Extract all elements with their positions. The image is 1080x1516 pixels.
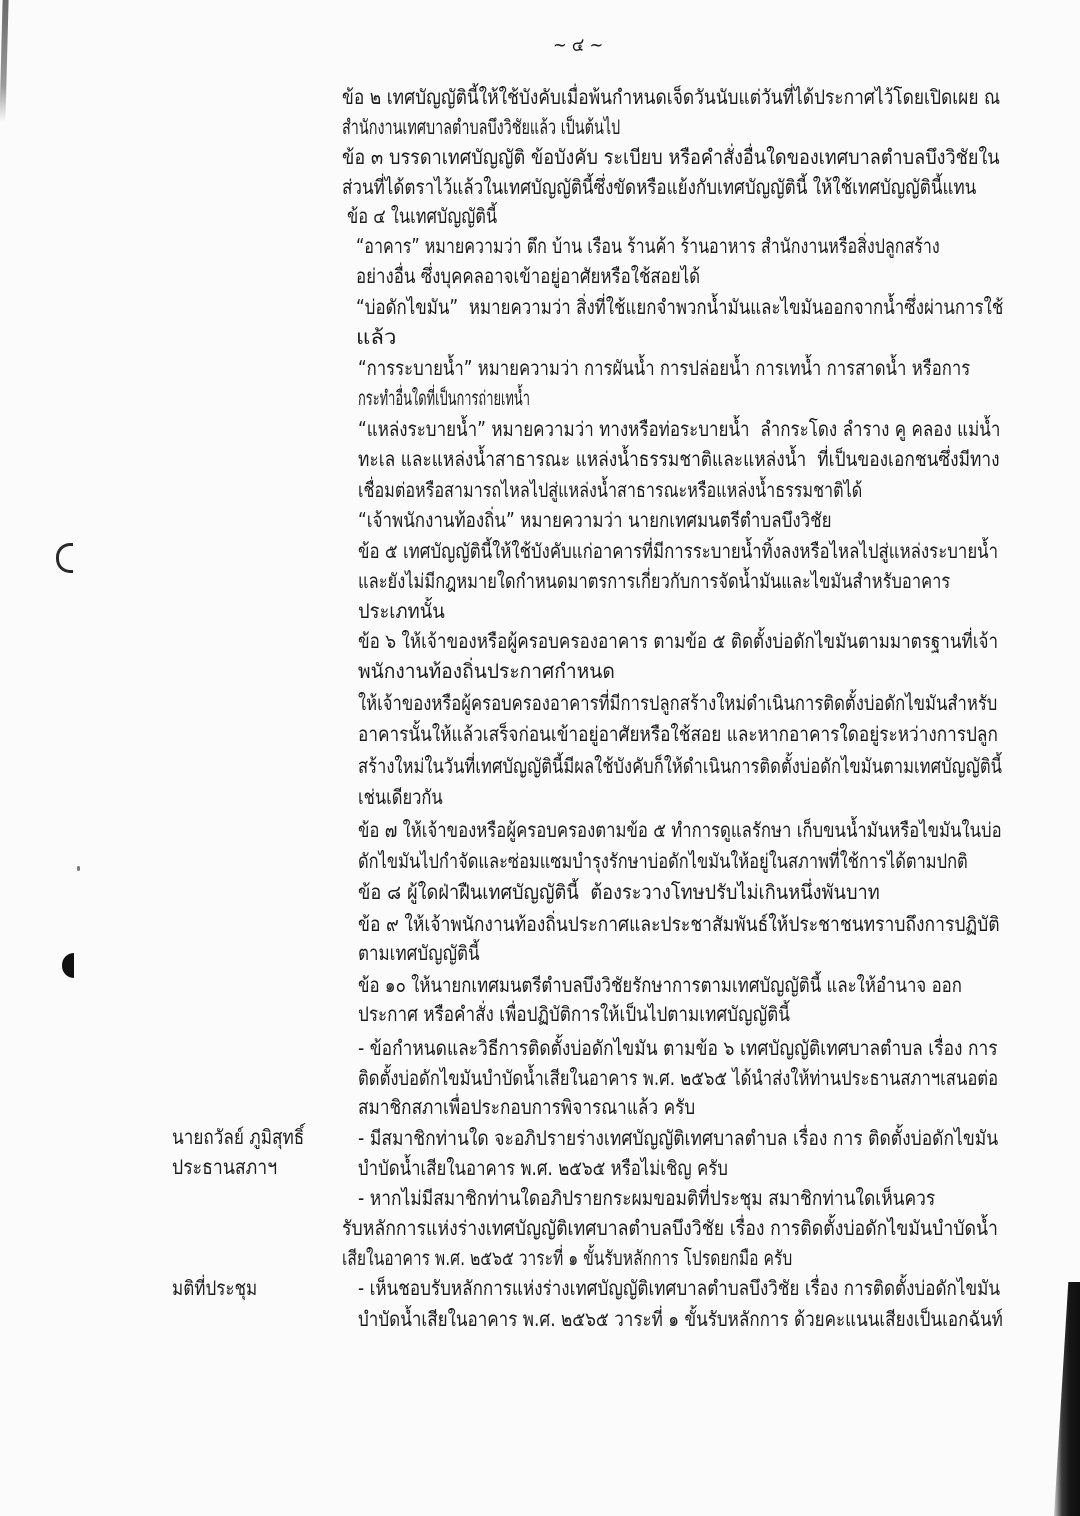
resolution-label: มติที่ประชุม — [172, 1276, 258, 1300]
text-line: ส่วนที่ได้ตราไว้แล้วในเทศบัญญัตินี้ซึ่งขัดหรือแย้งกับเทศบัญญัตินี้ ให้ใช้เทศบัญญัตินี้แทน — [342, 175, 977, 199]
text-line: อย่างอื่น ซึ่งบุคคลอาจเข้าอยู่อาศัยหรือใช้สอยได้ — [356, 264, 701, 288]
text-line: “เจ้าพนักงานท้องถิ่น” หมายความว่า นายกเทศมนตรีตำบลบึงวิชัย — [358, 508, 832, 532]
page-number: ~ ๔ ~ — [553, 34, 604, 56]
text-line: ข้อ ๔ ในเทศบัญญัตินี้ — [347, 204, 498, 228]
text-line: ประกาศ หรือคำสั่ง เพื่อปฏิบัติการให้เป็นไปตามเทศบัญญัตินี้ — [358, 1002, 790, 1026]
text-line: “แหล่งระบายน้ำ” หมายความว่า ทางหรือท่อระบายน้ำ ลำกระโดง ลำราง คู คลอง แม่น้ำ — [358, 417, 1001, 441]
text-line: ข้อ ๒ เทศบัญญัตินี้ให้ใช้บังคับเมื่อพ้นกำหนดเจ็ดวันนับแต่วันที่ได้ประกาศไว้โดยเปิดเผย ณ — [342, 85, 1001, 109]
text-line: กระทำอื่นใดที่เป็นการถ่ายเทน้ำ — [358, 386, 530, 410]
text-line: - ข้อกำหนดและวิธีการติดตั้งบ่อดักไขมัน ตามข้อ ๖ เทศบัญญัติเทศบาลตำบล เรื่อง การ — [358, 1036, 998, 1060]
text-line: ข้อ ๕ เทศบัญญัตินี้ให้ใช้บังคับแก่อาคารที่มีการระบายน้ำทิ้งลงหรือไหลไปสู่แหล่งระบายน้ำ — [358, 539, 999, 563]
scan-edge-shadow — [0, 0, 9, 122]
text-line: ให้เจ้าของหรือผู้ครอบครองอาคารที่มีการปลูกสร้างใหม่ดำเนินการติดตั้งบ่อดักไขมันสำหรับ — [358, 691, 998, 715]
text-line: ข้อ ๑๐ ให้นายกเทศมนตรีตำบลบึงวิชัยรักษาการตามเทศบัญญัตินี้ และให้อำนาจ ออก — [358, 973, 962, 997]
text-line: เสียในอาคาร พ.ศ. ๒๕๖๕ วาระที่ ๑ ขั้นรับหลักการ โปรดยกมือ ครับ — [342, 1246, 793, 1270]
text-line: ข้อ ๓ บรรดาเทศบัญญัติ ข้อบังคับ ระเบียบ หรือคำสั่งอื่นใดของเทศบาลตำบลบึงวิชัยใน — [342, 145, 1000, 169]
text-line: ดักไขมันไปกำจัดและซ่อมแซมบำรุงรักษาบ่อดักไขมันให้อยู่ในสภาพที่ใช้การได้ตามปกติ — [358, 849, 968, 873]
text-line: ประเภทนั้น — [358, 599, 445, 623]
text-line: ตามเทศบัญญัตินี้ — [358, 941, 480, 965]
text-line: - เห็นชอบรับหลักการแห่งร่างเทศบัญญัติเทศบาลตำบลบึงวิชัย เรื่อง การติดตั้งบ่อดักไขมัน — [358, 1276, 1001, 1300]
text-line: - หากไม่มีสมาชิกท่านใดอภิปรายกระผมขอมติที่ประชุม สมาชิกท่านใดเห็นควร — [358, 1186, 936, 1210]
text-line: พนักงานท้องถิ่นประกาศกำหนด — [358, 659, 615, 683]
text-line: ข้อ ๗ ให้เจ้าของหรือผู้ครอบครองตามข้อ ๕ ทำการดูแลรักษา เก็บขนน้ำมันหรือไขมันในบ่อ — [358, 818, 1002, 842]
text-line: เชื่อมต่อหรือสามารถไหลไปสู่แหล่งน้ำสาธารณะหรือแหล่งน้ำธรรมชาติได้ — [358, 478, 863, 502]
text-line: สร้างใหม่ในวันที่เทศบัญญัตินี้มีผลใช้บังคับก็ให้ดำเนินการติดตั้งบ่อดักไขมันตามเทศบัญญัตินี้ — [358, 754, 1002, 778]
text-line: ติดตั้งบ่อดักไขมันบำบัดน้ำเสียในอาคาร พ.ศ. ๒๕๖๕ ได้นำส่งให้ท่านประธานสภาฯเสนอต่อ — [358, 1066, 999, 1090]
punch-hole-mark — [56, 543, 73, 573]
text-line: แล้ว — [356, 325, 397, 349]
text-line: - มีสมาชิกท่านใด จะอภิปรายร่างเทศบัญญัติเทศบาลตำบล เรื่อง การ ติดตั้งบ่อดักไขมัน — [358, 1126, 999, 1150]
scan-edge-shadow — [1054, 1282, 1080, 1516]
text-line: อาคารนั้นให้แล้วเสร็จก่อนเข้าอยู่อาศัยหรือใช้สอย และหากอาคารใดอยู่ระหว่างการปลูก — [358, 722, 998, 746]
scan-speck — [77, 866, 80, 871]
text-line: บำบัดน้ำเสียในอาคาร พ.ศ. ๒๕๖๕ วาระที่ ๑ ขั้นรับหลักการ ด้วยคะแนนเสียงเป็นเอกฉันท์ — [358, 1307, 1003, 1331]
text-line: และยังไม่มีกฎหมายใดกำหนดมาตรการเกี่ยวกับการจัดน้ำมันและไขมันสำหรับอาคาร — [358, 569, 951, 593]
speaker-title: ประธานสภาฯ — [172, 1155, 278, 1179]
text-line: “บ่อดักไขมัน” หมายความว่า สิ่งที่ใช้แยกจำพวกน้ำมันและไขมันออกจากน้ำซึ่งผ่านการใช้ — [356, 295, 1004, 319]
text-line: ข้อ ๘ ผู้ใดฝ่าฝืนเทศบัญญัตินี้ ต้องระวางโทษปรับไม่เกินหนึ่งพันบาท — [358, 880, 880, 904]
speaker-name: นายถวัลย์ ภูมิสุทธิ์ — [172, 1125, 305, 1149]
text-line: “การระบายน้ำ” หมายความว่า การผันน้ำ การปล่อยน้ำ การเทน้ำ การสาดน้ำ หรือการ — [358, 356, 971, 380]
text-line: “อาคาร” หมายความว่า ตึก บ้าน เรือน ร้านค้า ร้านอาหาร สำนักงานหรือสิ่งปลูกสร้าง — [356, 234, 940, 258]
text-line: ข้อ ๙ ให้เจ้าพนักงานท้องถิ่นประกาศและประชาสัมพันธ์ให้ประชาชนทราบถึงการปฏิบัติ — [358, 912, 1000, 936]
text-line: รับหลักการแห่งร่างเทศบัญญัติเทศบาลตำบลบึงวิชัย เรื่อง การติดตั้งบ่อดักไขมันบำบัดน้ำ — [342, 1216, 998, 1240]
text-line: สำนักงานเทศบาลตำบลบึงวิชัยแล้ว เป็นต้นไป — [342, 115, 621, 139]
text-line: สมาชิกสภาเพื่อประกอบการพิจารณาแล้ว ครับ — [358, 1095, 696, 1119]
punch-hole-mark — [62, 953, 74, 978]
text-line: ข้อ ๖ ให้เจ้าของหรือผู้ครอบครองอาคาร ตามข้อ ๕ ติดตั้งบ่อดักไขมันตามมาตรฐานที่เจ้า — [358, 629, 999, 653]
text-line: บำบัดน้ำเสียในอาคาร พ.ศ. ๒๕๖๕ หรือไม่เชิญ ครับ — [358, 1156, 728, 1180]
text-line: เช่นเดียวกัน — [358, 785, 443, 809]
text-line: ทะเล และแหล่งน้ำสาธารณะ แหล่งน้ำธรรมชาติและแหล่งน้ำ ที่เป็นของเอกชนซึ่งมีทาง — [358, 447, 1000, 471]
